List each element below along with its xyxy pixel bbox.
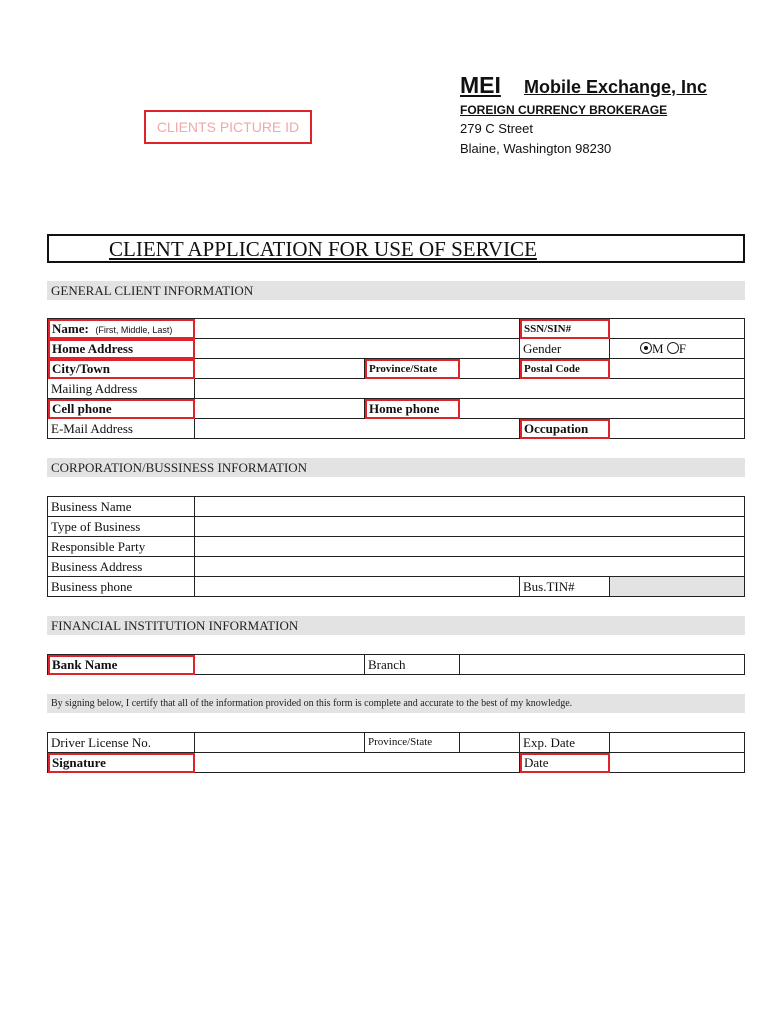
section-financial-label: FINANCIAL INSTITUTION INFORMATION	[51, 618, 299, 633]
email-label-cell	[48, 419, 195, 439]
client-picture-id-box[interactable]	[144, 110, 312, 144]
certification-text: By signing below, I certify that all of the information provided on this form is complete and accurate to the best of my knowledge.	[51, 698, 573, 709]
cell-phone-field[interactable]	[195, 399, 365, 419]
email-field[interactable]	[195, 419, 520, 439]
gender-label-cell	[520, 339, 610, 359]
ssn-label-cell	[520, 319, 610, 339]
home-phone-field[interactable]	[460, 399, 745, 419]
company-subtitle: FOREIGN CURRENCY BROKERAGE	[460, 103, 668, 117]
province-field[interactable]	[460, 359, 520, 379]
business-phone-label: Business phone	[51, 579, 133, 594]
bank-name-field[interactable]	[195, 655, 365, 675]
license-province-label-cell	[365, 733, 460, 753]
section-financial	[47, 616, 745, 635]
exp-date-field[interactable]	[610, 733, 745, 753]
company-short-name: MEI	[460, 72, 501, 98]
gender-m-label: M	[652, 341, 664, 356]
email-label: E-Mail Address	[51, 421, 133, 436]
signature-label-cell	[48, 753, 195, 773]
business-phone-label-cell	[48, 577, 195, 597]
branch-field[interactable]	[460, 655, 745, 675]
business-address-label-cell	[48, 557, 195, 577]
business-address-label: Business Address	[51, 559, 143, 574]
section-general-label: GENERAL CLIENT INFORMATION	[51, 283, 254, 298]
date-label-cell	[520, 753, 610, 773]
corporation-table	[47, 496, 745, 597]
home-phone-label: Home phone	[369, 401, 440, 416]
city-field[interactable]	[195, 359, 365, 379]
province-label: Province/State	[369, 363, 438, 375]
occupation-label: Occupation	[524, 421, 589, 436]
general-info-table	[47, 318, 745, 439]
business-name-label-cell	[48, 497, 195, 517]
business-type-field[interactable]	[195, 517, 745, 537]
signature-label: Signature	[52, 755, 106, 770]
postal-code-label: Postal Code	[524, 363, 580, 375]
date-label: Date	[524, 755, 549, 770]
business-name-field[interactable]	[195, 497, 745, 517]
mailing-address-label: Mailing Address	[51, 381, 138, 396]
exp-date-label-cell	[520, 733, 610, 753]
name-label-cell	[48, 319, 195, 339]
signature-field[interactable]	[195, 753, 520, 773]
name-label: Name:	[52, 321, 89, 336]
cell-phone-label-cell	[48, 399, 195, 419]
driver-license-field[interactable]	[195, 733, 365, 753]
bank-name-label-cell	[48, 655, 195, 675]
home-address-label-cell	[48, 339, 195, 359]
company-address-line1: 279 C Street	[460, 121, 533, 136]
signature-table	[47, 732, 745, 773]
gender-f-radio[interactable]	[667, 342, 679, 354]
responsible-party-field[interactable]	[195, 537, 745, 557]
business-type-label-cell	[48, 517, 195, 537]
section-general-client	[47, 281, 745, 300]
ssn-field[interactable]	[610, 319, 745, 339]
picture-box-label: CLIENTS PICTURE ID	[156, 119, 300, 135]
occupation-field[interactable]	[610, 419, 745, 439]
bus-tin-field[interactable]	[610, 577, 745, 597]
driver-license-label: Driver License No.	[51, 735, 151, 750]
responsible-party-label: Responsible Party	[51, 539, 146, 554]
gender-f-label: F	[678, 341, 687, 356]
postal-code-field[interactable]	[610, 359, 745, 379]
date-field[interactable]	[610, 753, 745, 773]
business-name-label: Business Name	[51, 499, 132, 514]
form-title-box	[47, 234, 745, 263]
city-label: City/Town	[52, 361, 111, 376]
name-hint: (First, Middle, Last)	[95, 325, 173, 335]
mailing-address-label-cell	[48, 379, 195, 399]
cell-phone-label: Cell phone	[52, 401, 112, 416]
business-phone-field[interactable]	[195, 577, 520, 597]
gender-field	[610, 339, 745, 359]
branch-label-cell	[365, 655, 460, 675]
section-corporation	[47, 458, 745, 477]
business-address-field[interactable]	[195, 557, 745, 577]
section-corporation-label: CORPORATION/BUSSINESS INFORMATION	[51, 460, 308, 475]
city-label-cell	[48, 359, 195, 379]
home-phone-label-cell	[365, 399, 460, 419]
bus-tin-label: Bus.TIN#	[523, 579, 575, 594]
province-label-cell	[365, 359, 460, 379]
business-type-label: Type of Business	[51, 519, 141, 534]
driver-license-label-cell	[48, 733, 195, 753]
bank-name-label: Bank Name	[52, 657, 118, 672]
license-province-label: Province/State	[368, 736, 433, 748]
name-field[interactable]	[195, 319, 520, 339]
branch-label: Branch	[368, 657, 406, 672]
exp-date-label: Exp. Date	[523, 735, 575, 750]
home-address-field[interactable]	[195, 339, 520, 359]
certification-note	[47, 694, 745, 713]
postal-code-label-cell	[520, 359, 610, 379]
bus-tin-label-cell	[520, 577, 610, 597]
license-province-field[interactable]	[460, 733, 520, 753]
occupation-label-cell	[520, 419, 610, 439]
financial-table	[47, 654, 745, 675]
ssn-label: SSN/SIN#	[524, 323, 572, 335]
company-name: Mobile Exchange, Inc	[524, 77, 708, 97]
form-title: CLIENT APPLICATION FOR USE OF SERVICE	[109, 237, 537, 261]
home-address-label: Home Address	[52, 341, 134, 356]
responsible-party-label-cell	[48, 537, 195, 557]
mailing-address-field[interactable]	[195, 379, 745, 399]
gender-m-radio[interactable]	[640, 342, 652, 354]
company-address-line2: Blaine, Washington 98230	[460, 141, 612, 156]
gender-label: Gender	[523, 341, 562, 356]
